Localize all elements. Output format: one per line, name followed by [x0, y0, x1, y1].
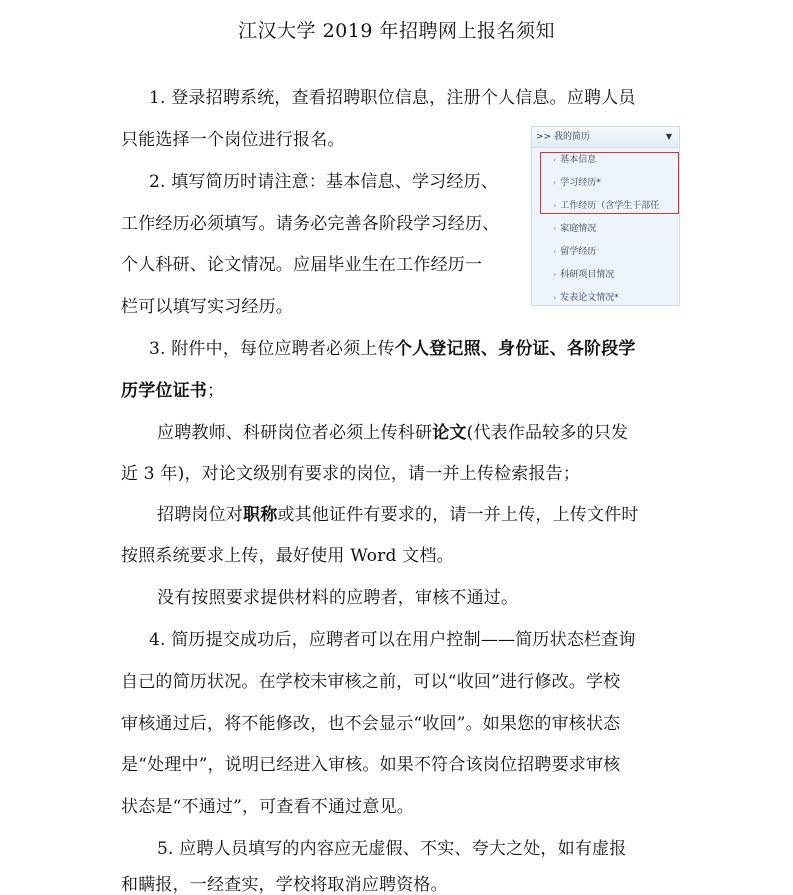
resume-menu-header: [532, 127, 679, 148]
para-5-line-1: 5. 应聘人员填写的内容应无虚假、不实、夸大之处，如有虚报: [157, 839, 627, 859]
menu-item-study-abroad: [553, 245, 596, 259]
para-3-text: 3. 附件中，每位应聘者必须上传: [149, 339, 395, 359]
para-3a-bold: 论文: [432, 423, 467, 443]
menu-item-work: [553, 199, 659, 213]
menu-item-family: [553, 222, 596, 236]
menu-item-label: 工作经历（含学生干部任: [560, 201, 660, 211]
para-2-line-3: 个人科研、论文情况。应届毕业生在工作经历一: [121, 255, 483, 275]
menu-item-label: 留学经历: [560, 247, 597, 257]
menu-item-research: [553, 268, 614, 282]
para-2-line-4: 栏可以填写实习经历。: [121, 297, 293, 317]
chevron-right-icon: ›: [553, 270, 557, 279]
para-3b-bold: 职称: [243, 505, 278, 525]
chevron-right-icon: ›: [553, 155, 557, 164]
menu-item-label: 学习经历*: [560, 178, 601, 188]
menu-item-label: 科研项目情况: [560, 270, 615, 280]
para-3a-line-2: 近 3 年)，对论文级别有要求的岗位，请一并上传检索报告；: [121, 464, 581, 484]
para-3b-line-1: [157, 500, 639, 525]
para-3-line-2: [121, 376, 224, 401]
menu-item-papers: [553, 291, 619, 305]
para-1-line-2: 只能选择一个岗位进行报名。: [121, 130, 345, 150]
chevron-right-icon: ›: [553, 247, 557, 256]
para-3b-text: 招聘岗位对: [157, 505, 243, 525]
para-3-line-1: [149, 334, 636, 359]
menu-item-label: 家庭情况: [560, 224, 597, 234]
para-3-end: ；: [207, 381, 225, 401]
para-4-line-4: 是“处理中”，说明已经进入审核。如果不符合该岗位招聘要求审核: [121, 755, 621, 775]
para-2-line-1: 2. 填写简历时请注意：基本信息、学习经历、: [149, 172, 499, 192]
resume-menu-title: >> 我的简历: [536, 132, 590, 142]
para-3b-line-2: 按照系统要求上传，最好使用 Word 文档。: [121, 546, 454, 566]
para-3a-line-1: [157, 418, 628, 443]
chevron-right-icon: ›: [553, 178, 557, 187]
para-3a-text-2: (代表作品较多的只发: [466, 423, 629, 443]
para-3b-text-2: 或其他证件有要求的，请一并上传，上传文件时: [277, 505, 639, 525]
para-1-line-1: 1. 登录招聘系统，查看招聘职位信息，注册个人信息。应聘人员: [149, 88, 636, 108]
menu-item-label: 发表论文情况*: [560, 293, 619, 303]
para-3-bold: 个人登记照、身份证、各阶段学: [394, 339, 636, 359]
chevron-right-icon: ›: [553, 224, 557, 233]
para-4-line-3: 审核通过后，将不能修改，也不会显示“收回”。如果您的审核状态: [121, 714, 621, 734]
para-3c-line-1: 没有按照要求提供材料的应聘者，审核不通过。: [157, 588, 519, 608]
page-title: 江汉大学 2019 年招聘网上报名须知: [238, 20, 555, 42]
caret-down-icon: ▼: [665, 132, 672, 141]
para-2-line-2: 工作经历必须填写。请务必完善各阶段学习经历、: [121, 214, 500, 234]
menu-item-education: [553, 176, 601, 190]
para-4-line-1: 4. 简历提交成功后，应聘者可以在用户控制——简历状态栏查询: [149, 630, 636, 650]
chevron-right-icon: ›: [553, 293, 557, 302]
para-4-line-2: 自己的简历状况。在学校未审核之前，可以“收回”进行修改。学校: [121, 672, 621, 692]
para-5-line-2: 和瞒报，一经查实，学校将取消应聘资格。: [121, 875, 448, 895]
para-4-line-5: 状态是“不通过”，可查看不通过意见。: [121, 797, 414, 817]
para-3a-text: 应聘教师、科研岗位者必须上传科研: [157, 423, 433, 443]
para-3-bold-2: 历学位证书: [121, 381, 207, 401]
menu-item-basic-info: [553, 153, 596, 167]
menu-item-label: 基本信息: [560, 155, 597, 165]
resume-menu-screenshot: [531, 126, 680, 306]
chevron-right-icon: ›: [553, 201, 557, 210]
